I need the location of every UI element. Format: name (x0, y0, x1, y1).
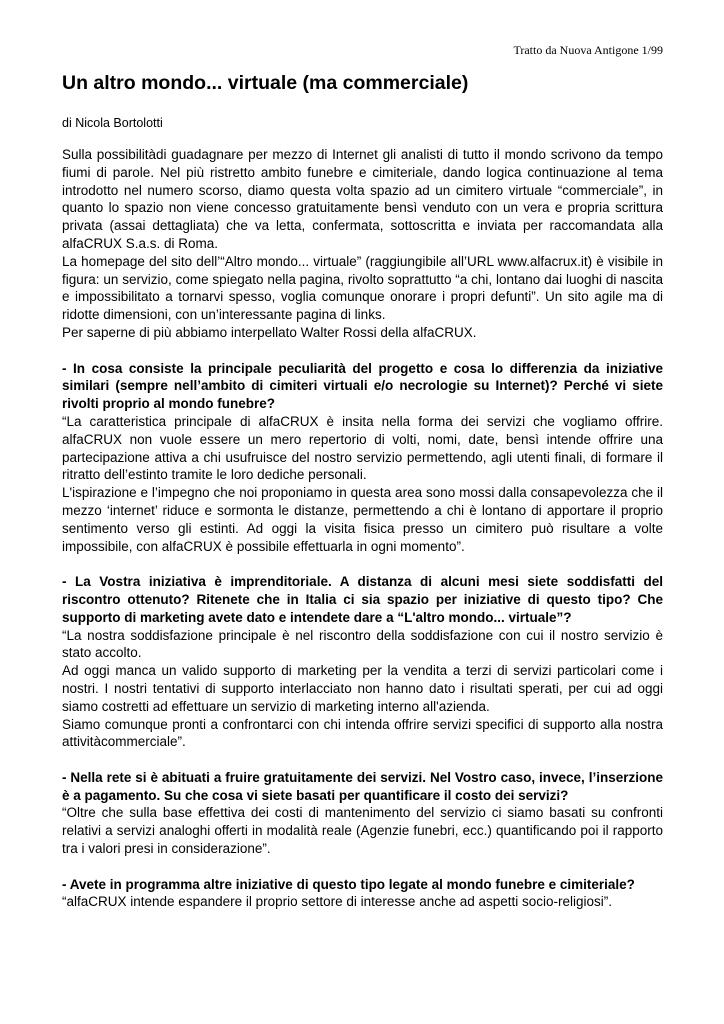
question-2: - La Vostra iniziativa è imprenditoriale. A distanza di alcuni mesi siete soddisfatti del riscontro ottenuto? Ritenete che in Italia ci sia spazio per iniziative di questo tipo? Che supporto di marketing avete dato e intendete dare a “L'altro mondo... virtuale”? (62, 574, 663, 625)
answer-3-paragraph-1: “Oltre che sulla base effettiva dei costi di mantenimento del servizio ci siamo basati su confronti relativi a servizi analoghi offerti in modalità reale (Agenzie funebri, ecc.) quantificando poi il rapporto tra i valori presi in considerazione”. (62, 805, 663, 857)
answer-1-paragraph-2: L'ispirazione e l’impegno che noi proponiamo in questa area sono mossi dalla consapevolezza che il mezzo ‘internet’ riduce e sormonta le distanze, permettendo a chi è lontano di apportare il proprio sentimento verso gli estinti. Ad oggi la visita fisica presso un cimitero può risultare a volte impossibile, con alfaCRUX è possibile effettuarla in ogni momento”. (62, 485, 663, 554)
paragraph-gap (62, 751, 663, 769)
source-note: Tratto da Nuova Antigone 1/99 (513, 43, 663, 57)
article-body (62, 146, 663, 911)
answer-4-paragraph-1: “alfaCRUX intende espandere il proprio settore di interesse anche ad aspetti socio-religiosi”. (62, 894, 613, 910)
intro-paragraph-3: Per saperne di più abbiamo interpellato Walter Rossi della alfaCRUX. (62, 324, 477, 340)
article-author: di Nicola Bortolotti (62, 116, 163, 130)
question-4: - Avete in programma altre iniziative di questo tipo legate al mondo funebre e cimiteriale? (62, 876, 635, 892)
paragraph-gap (62, 858, 663, 876)
answer-2-paragraph-3: Siamo comunque pronti a confrontarci con chi intenda offrire servizi specifici di supporto alla nostra attivitàcommerciale”. (62, 716, 663, 750)
paragraph-gap (62, 342, 663, 360)
answer-2-paragraph-2: Ad oggi manca un valido supporto di marketing per la vendita a terzi di servizi particolari come i nostri. I nostri tentativi di supporto interlacciato non hanno dato i risultati sperati, per cui ad oggi siamo costretti ad effettuare un servizio di marketing interno all'azienda. (62, 663, 663, 714)
question-1: - In cosa consiste la principale peculiarità del progetto e cosa lo differenzia da iniziative similari (sempre nell’ambito di cimiteri virtuali e/o necrologie su Internet)? Perché vi siete rivolti proprio al mondo funebre? (62, 360, 663, 412)
intro-paragraph-1: Sulla possibilitàdi guadagnare per mezzo di Internet gli analisti di tutto il mondo scrivono da tempo fiumi di parole. Nel più ristretto ambito funebre e cimiteriale, dando logica continuazione al tema introdotto nel numero scorso, diamo questa volta spazio ad un cimitero virtuale “commerciale”, in quanto lo spazio non viene concesso gratuitamente bensì venduto con un vera e propria scrittura privata (assai dettagliata) che va letta, confermata, sottoscritta e inviata per raccomandata alla alfaCRUX S.a.s. di Roma. (62, 147, 663, 251)
intro-paragraph-2: La homepage del sito dell’“Altro mondo... virtuale” (raggiungibile all’URL www.alfacrux.it) è visibile in figura: un servizio, come spiegato nella pagina, rivolto soprattutto “a chi, lontano dai luoghi di nascita e impossibilitato a tornarvi spesso, voglia comunque onorare i propri defunti”. Un sito agile ma di ridotte dimensioni, con un’interessante pagina di links. (62, 253, 663, 323)
answer-1-paragraph-1: “La caratteristica principale di alfaCRUX è insita nella forma dei servizi che vogliamo offrire. alfaCRUX non vuole essere un mero repertorio di volti, nomi, date, bensì intende offrire una partecipazione attiva a chi usufruisce del nostro servizio permettendo, agli utenti finali, di formare il ritratto dell’estinto tramite le loro dediche personali. (62, 413, 663, 483)
answer-2-paragraph-1: “La nostra soddisfazione principale è nel riscontro della soddisfazione con cui il nostro servizio è stato accolto. (62, 627, 663, 661)
question-3: - Nella rete si è abituati a fruire gratuitamente dei servizi. Nel Vostro caso, invece, l’inserzione è a pagamento. Su che cosa vi siete basati per quantificare il costo dei servizi? (62, 769, 663, 803)
article-title: Un altro mondo... virtuale (ma commerciale) (62, 72, 469, 94)
paragraph-gap (62, 555, 663, 573)
